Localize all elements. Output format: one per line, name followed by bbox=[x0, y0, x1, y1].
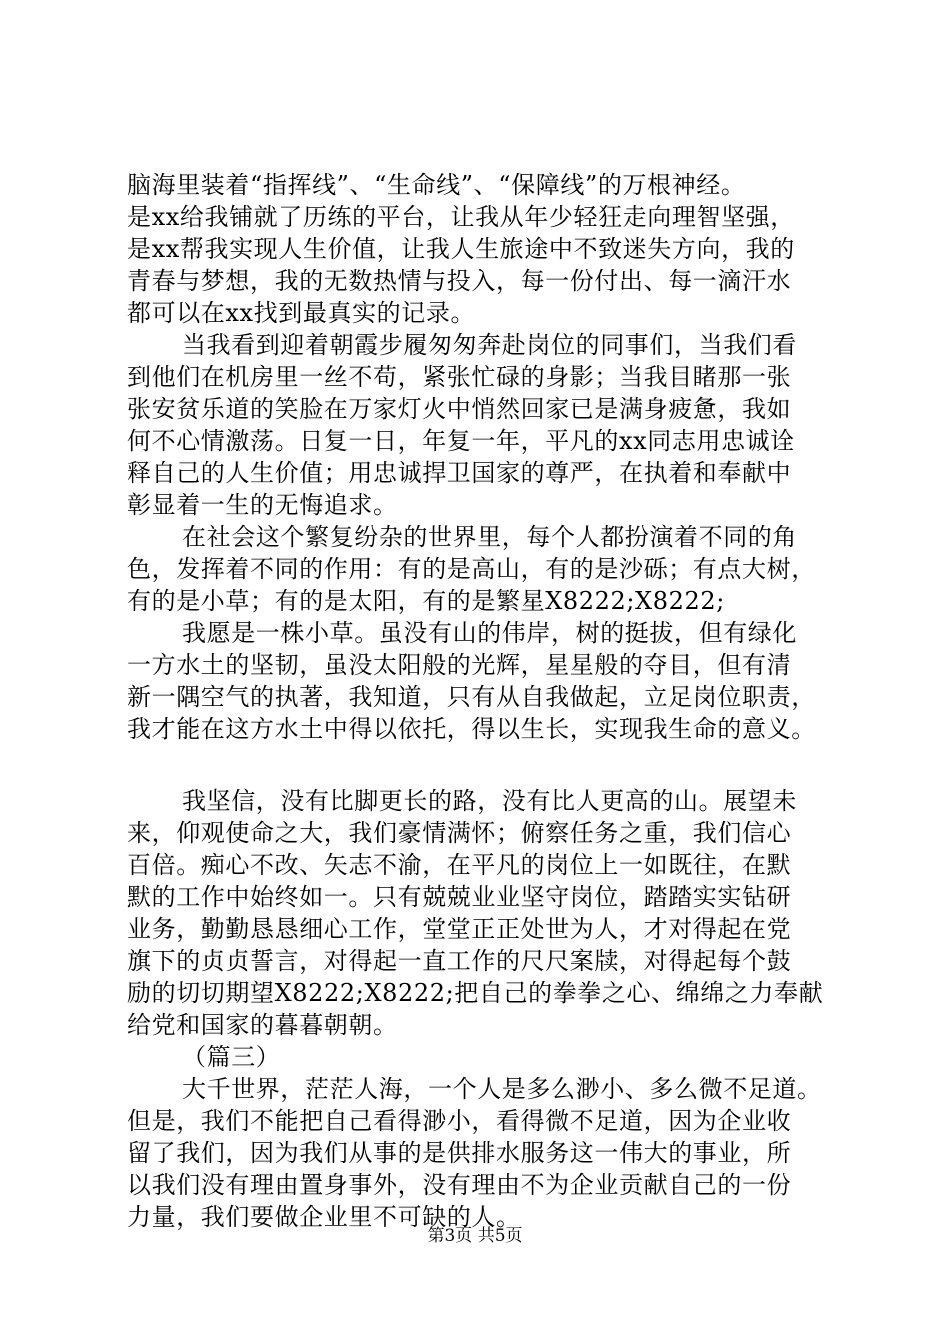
text-line: 青春与梦想，我的无数热情与投入，每一份付出、每一滴汗水 bbox=[127, 267, 792, 295]
text-line: 大千世界，茫茫人海，一个人是多么渺小、多么微不足道。 bbox=[182, 1075, 822, 1103]
paragraph bbox=[127, 169, 865, 329]
text-line: 释自己的人生价值；用忠诚捍卫国家的尊严，在执着和奉献中 bbox=[127, 459, 792, 487]
text-line: 色，发挥着不同的作用：有的是高山，有的是沙砾；有点大树， bbox=[127, 555, 816, 583]
text-line: 新一隅空气的执著，我知道，只有从自我做起，立足岗位职责， bbox=[127, 683, 816, 711]
text-line: 百倍。痴心不改、矢志不渝，在平凡的岗位上一如既往，在默 bbox=[127, 851, 792, 879]
text-line: 来，仰观使命之大，我们豪情满怀；俯察任务之重，我们信心 bbox=[127, 819, 792, 847]
text-line: 励的切切期望X8222;X8222;把自己的拳拳之心、绵绵之力奉献 bbox=[127, 979, 824, 1007]
text-line: 我坚信，没有比脚更长的路，没有比人更高的山。展望未 bbox=[182, 787, 797, 815]
text-line: （篇三） bbox=[182, 1043, 281, 1071]
text-line: 我才能在这方水土中得以依托，得以生长，实现我生命的意义。 bbox=[127, 715, 816, 743]
text-line: 当我看到迎着朝霞步履匆匆奔赴岗位的同事们，当我们看 bbox=[182, 331, 797, 359]
paragraph bbox=[127, 617, 865, 745]
text-line: 在社会这个繁复纷杂的世界里，每个人都扮演着不同的角 bbox=[182, 523, 797, 551]
text-line: 脑海里装着“指挥线”、“生命线”、“保障线”的万根神经。 bbox=[127, 171, 746, 199]
text-line: 到他们在机房里一丝不苟，紧张忙碌的身影；当我目睹那一张 bbox=[127, 363, 792, 391]
text-line: 力量，我们要做企业里不可缺的人。 bbox=[127, 1203, 521, 1231]
paragraph bbox=[127, 329, 865, 521]
text-line: 彰显着一生的无悔追求。 bbox=[127, 491, 398, 519]
text-line: 以我们没有理由置身事外，没有理由不为企业贡献自己的一份 bbox=[127, 1171, 792, 1199]
text-line: 是xx帮我实现人生价值，让我人生旅途中不致迷失方向，我的 bbox=[127, 235, 795, 263]
paragraph bbox=[127, 1073, 865, 1233]
text-line: 默的工作中始终如一。只有兢兢业业坚守岗位，踏踏实实钻研 bbox=[127, 883, 792, 911]
text-line: 张安贫乐道的笑脸在万家灯火中悄然回家已是满身疲惫，我如 bbox=[127, 395, 792, 423]
text-line: 业务，勤勤恳恳细心工作，堂堂正正处世为人，才对得起在党 bbox=[127, 915, 792, 943]
section-heading bbox=[127, 1041, 865, 1073]
text-line: 一方水土的坚韧，虽没太阳般的光辉，星星般的夺目，但有清 bbox=[127, 651, 792, 679]
paragraph bbox=[127, 521, 865, 617]
text-line: 但是，我们不能把自己看得渺小，看得微不足道，因为企业收 bbox=[127, 1107, 792, 1135]
paragraph bbox=[127, 785, 865, 1041]
text-line: 是xx给我铺就了历练的平台，让我从年少轻狂走向理智坚强， bbox=[127, 203, 795, 231]
text-line: 旗下的贞贞誓言，对得起一直工作的尺尺案牍，对得起每个鼓 bbox=[127, 947, 792, 975]
text-line: 给党和国家的暮暮朝朝。 bbox=[127, 1011, 398, 1039]
text-line: 我愿是一株小草。虽没有山的伟岸，树的挺拔，但有绿化 bbox=[182, 619, 797, 647]
page-indicator: 第3页 共5页 bbox=[427, 1226, 523, 1246]
document-body bbox=[127, 169, 865, 1233]
text-line: 何不心情激荡。日复一日，年复一年，平凡的xx同志用忠诚诠 bbox=[127, 427, 795, 455]
text-line: 都可以在xx找到最真实的记录。 bbox=[127, 299, 476, 327]
paragraph-gap bbox=[127, 745, 865, 785]
text-line: 留了我们，因为我们从事的是供排水服务这一伟大的事业，所 bbox=[127, 1139, 792, 1167]
text-line: 有的是小草；有的是太阳，有的是繁星X8222;X8222; bbox=[127, 587, 725, 615]
